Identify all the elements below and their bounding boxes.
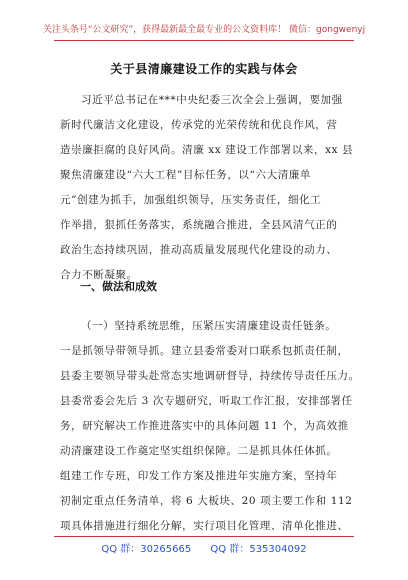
- qq-group-2: QQ 群：535304092: [210, 544, 307, 555]
- footer-contact: [0, 540, 408, 555]
- paragraph-line: 组建工作专班，印发工作方案及推进年实施方案，坚持年: [60, 470, 338, 482]
- paragraph-line: 聚焦清廉建设“六大工程”目标任务，以“六大清廉单: [60, 169, 312, 181]
- header-divider: [54, 40, 354, 41]
- footer-divider: [54, 536, 354, 537]
- section-heading: 一、做法和成效: [80, 280, 157, 293]
- paragraph-line: 政治生态持续巩固，推动高质量发展现代化建设的动力、: [60, 244, 338, 256]
- paragraph-line: 习近平总书记在***中央纪委三次全会上强调，要加强: [81, 94, 343, 106]
- paragraph-line: 新时代廉洁文化建设，传承党的光荣传统和优良作风，营: [60, 119, 338, 131]
- paragraph-line: 作举措，狠抓任务落实，系统融合推进，全县风清气正的: [60, 219, 338, 231]
- document-title: 关于县清廉建设工作的实践与体会: [110, 62, 298, 76]
- paragraph-line: 项具体措施进行细化分解，实行项目化管理、清单化推进、: [60, 520, 349, 532]
- paragraph-line: 合力不断凝聚。: [60, 269, 138, 281]
- paragraph-line: 一是抓领导带领导抓。建立县委常委对口联系包抓责任制，: [60, 345, 349, 357]
- qq-group-1: QQ 群：30265665: [101, 544, 192, 555]
- paragraph-line: 县委主要领导带头赴常态实地调研督导，持续传导责任压力。: [60, 370, 360, 382]
- paragraph-2: [60, 314, 360, 539]
- paragraph-line: 造崇廉拒腐的良好风尚。清廉 xx 建设工作部署以来，xx 县: [60, 144, 354, 156]
- header-notice: 关注头条号“公文研究”，获得最新最全最专业的公文资料库！ 微信：gongwenyj: [42, 25, 366, 35]
- paragraph-line: 动清廉建设工作奠定坚实组织保障。二是抓具体任体抓。: [60, 445, 338, 457]
- paragraph-line: 县委常委会先后 3 次专题研究，听取工作汇报，安排部署任: [60, 395, 353, 407]
- paragraph-line: 务，研究解决工作推进落实中的具体问题 11 个，为高效推: [60, 420, 349, 432]
- paragraph-line: 初制定重点任务清单，将 6 大板块、20 项主要工作和 112: [60, 495, 353, 507]
- paragraph-line: （一）坚持系统思维，压紧压实清廉建设责任链条。: [81, 320, 337, 332]
- paragraph-line: 元”创建为抓手，加强组织领导，压实务责任，细化工: [60, 194, 322, 206]
- paragraph-1: [60, 88, 352, 288]
